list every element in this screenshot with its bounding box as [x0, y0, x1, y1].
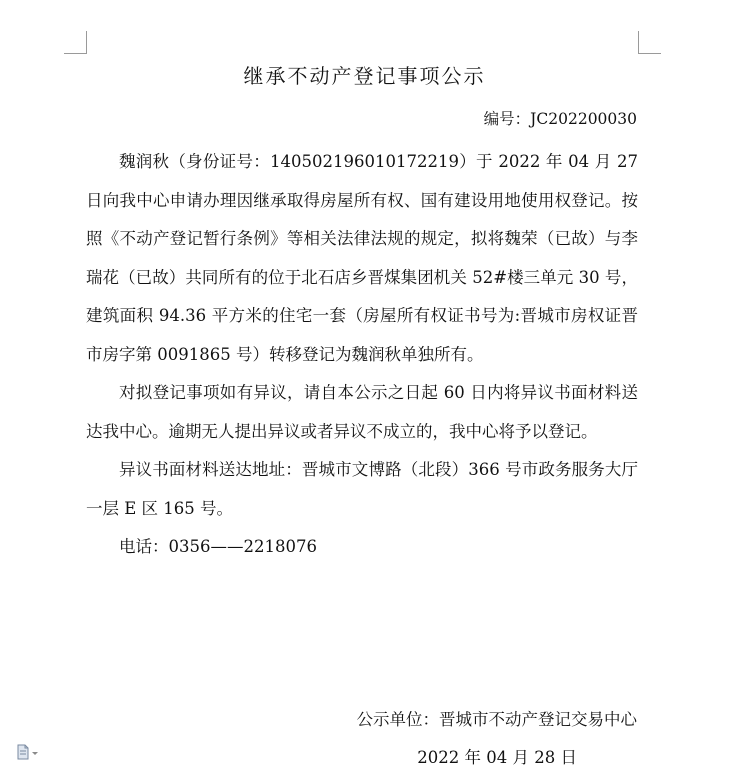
paragraph-objection: 对拟登记事项如有异议，请自本公示之日起 60 日内将异议书面材料送达我中心。逾期无人提出异议或者异议不成立的，我中心将予以登记。 — [86, 383, 638, 441]
document-number: 编号：JC202200030 — [483, 110, 637, 128]
signature-unit: 公示单位：晋城市不动产登记交易中心 — [356, 710, 637, 729]
page-corner-mark-top-right — [638, 31, 661, 54]
paragraph-address: 异议书面材料送达地址：晋城市文博路（北段）366 号市政务服务大厅一层 E 区 165 号。 — [86, 460, 638, 518]
document-title: 继承不动产登记事项公示 — [243, 64, 486, 88]
document-body — [86, 143, 638, 567]
document-page-icon[interactable] — [17, 744, 43, 760]
signature-date: 2022 年 04 月 28 日 — [417, 748, 577, 767]
paragraph-application: 魏润秋（身份证号：140502196010172219）于 2022 年 04 月 27 日向我中心申请办理因继承取得房屋所有权、国有建设用地使用权登记。按照《不动产登记暂行条例》等相关法律法规的规定，拟将魏荣（已故）与李瑞花（已故）共同所有的位于北石店乡晋煤集团机关 52#楼三单元 30 号，建筑面积 94.36 平方米的住宅一套（房屋所有权证书号为:晋城市房权证晋市房字第 0091865 号）转移登记为魏润秋单独所有。 — [86, 152, 638, 364]
paragraph-phone: 电话：0356——2218076 — [119, 537, 317, 556]
page-corner-mark-top-left — [64, 31, 87, 54]
